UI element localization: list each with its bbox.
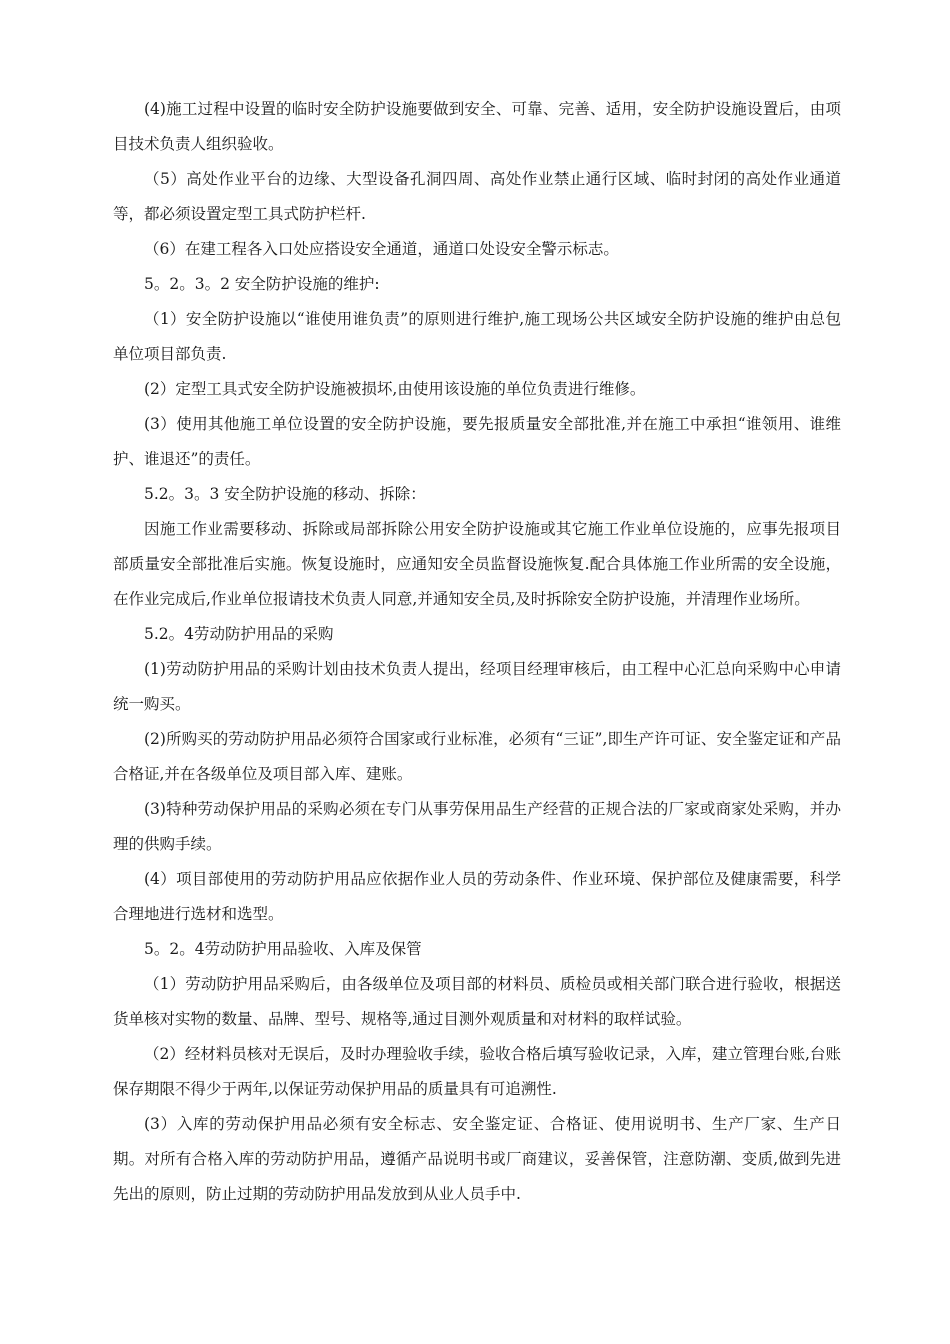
paragraph-procurement-item-4: (4）项目部使用的劳动防护用品应依据作业人员的劳动条件、作业环境、保护部位及健康需要，科学合理地进行选材和选型。 [113,870,841,923]
section-heading-5-2-4-acceptance: 5。2。4劳动防护用品验收、入库及保管 [144,940,422,958]
paragraph-procurement-item-1: (1)劳动防护用品的采购计划由技术负责人提出，经项目经理审核后，由工程中心汇总向采购中心申请统一购买。 [113,660,841,713]
paragraph-item-6-safety-passage: （6）在建工程各入口处应搭设安全通道，通道口处设安全警示标志。 [144,240,619,258]
paragraph-item-4-temporary-facilities: (4)施工过程中设置的临时安全防护设施要做到安全、可靠、完善、适用，安全防护设施设置后，由项目技术负责人组织验收。 [113,100,841,153]
paragraph-maintenance-item-2: (2）定型工具式安全防护设施被损坏,由使用该设施的单位负责进行维修。 [144,380,646,398]
paragraph-procurement-item-2: (2)所购买的劳动防护用品必须符合国家或行业标准，必须有“三证”,即生产许可证、安全鉴定证和产品合格证,并在各级单位及项目部入库、建账。 [113,730,841,783]
document-body [113,92,841,1212]
section-heading-5-2-4-procurement: 5.2。4劳动防护用品的采购 [144,625,334,643]
section-heading-5-2-3-3: 5.2。3。3 安全防护设施的移动、拆除： [144,485,426,503]
paragraph-removal: 因施工作业需要移动、拆除或局部拆除公用安全防护设施或其它施工作业单位设施的，应事先报项目部质量安全部批准后实施。恢复设施时，应通知安全员监督设施恢复.配合具体施工作业所需的安全设施，在作业完成后,作业单位报请技术负责人同意,并通知安全员,及时拆除安全防护设施，并清理作业场所。 [113,520,841,608]
paragraph-item-5-guardrails: （5）高处作业平台的边缘、大型设备孔洞四周、高处作业禁止通行区域、临时封闭的高处作业通道等，都必须设置定型工具式防护栏杆. [113,170,841,223]
paragraph-acceptance-item-2: （2）经材料员核对无误后，及时办理验收手续，验收合格后填写验收记录，入库，建立管理台账,台账保存期限不得少于两年,以保证劳动保护用品的质量具有可追溯性. [113,1045,841,1098]
section-heading-5-2-3-2: 5。2。3。2 安全防护设施的维护: [144,275,380,293]
paragraph-procurement-item-3: (3)特种劳动保护用品的采购必须在专门从事劳保用品生产经营的正规合法的厂家或商家处采购，并办理的供购手续。 [113,800,841,853]
paragraph-maintenance-item-3: (3）使用其他施工单位设置的安全防护设施，要先报质量安全部批准,并在施工中承担“谁领用、谁维护、谁退还”的责任。 [113,415,841,468]
paragraph-maintenance-item-1: （1）安全防护设施以“谁使用谁负责”的原则进行维护,施工现场公共区域安全防护设施的维护由总包单位项目部负责. [113,310,841,363]
paragraph-acceptance-item-3: (3）入库的劳动保护用品必须有安全标志、安全鉴定证、合格证、使用说明书、生产厂家、生产日期。对所有合格入库的劳动防护用品，遵循产品说明书或厂商建议，妥善保管，注意防潮、变质,做到先进先出的原则，防止过期的劳动防护用品发放到从业人员手中. [113,1115,841,1203]
paragraph-acceptance-item-1: （1）劳动防护用品采购后，由各级单位及项目部的材料员、质检员或相关部门联合进行验收，根据送货单核对实物的数量、品牌、型号、规格等,通过目测外观质量和对材料的取样试验。 [113,975,841,1028]
